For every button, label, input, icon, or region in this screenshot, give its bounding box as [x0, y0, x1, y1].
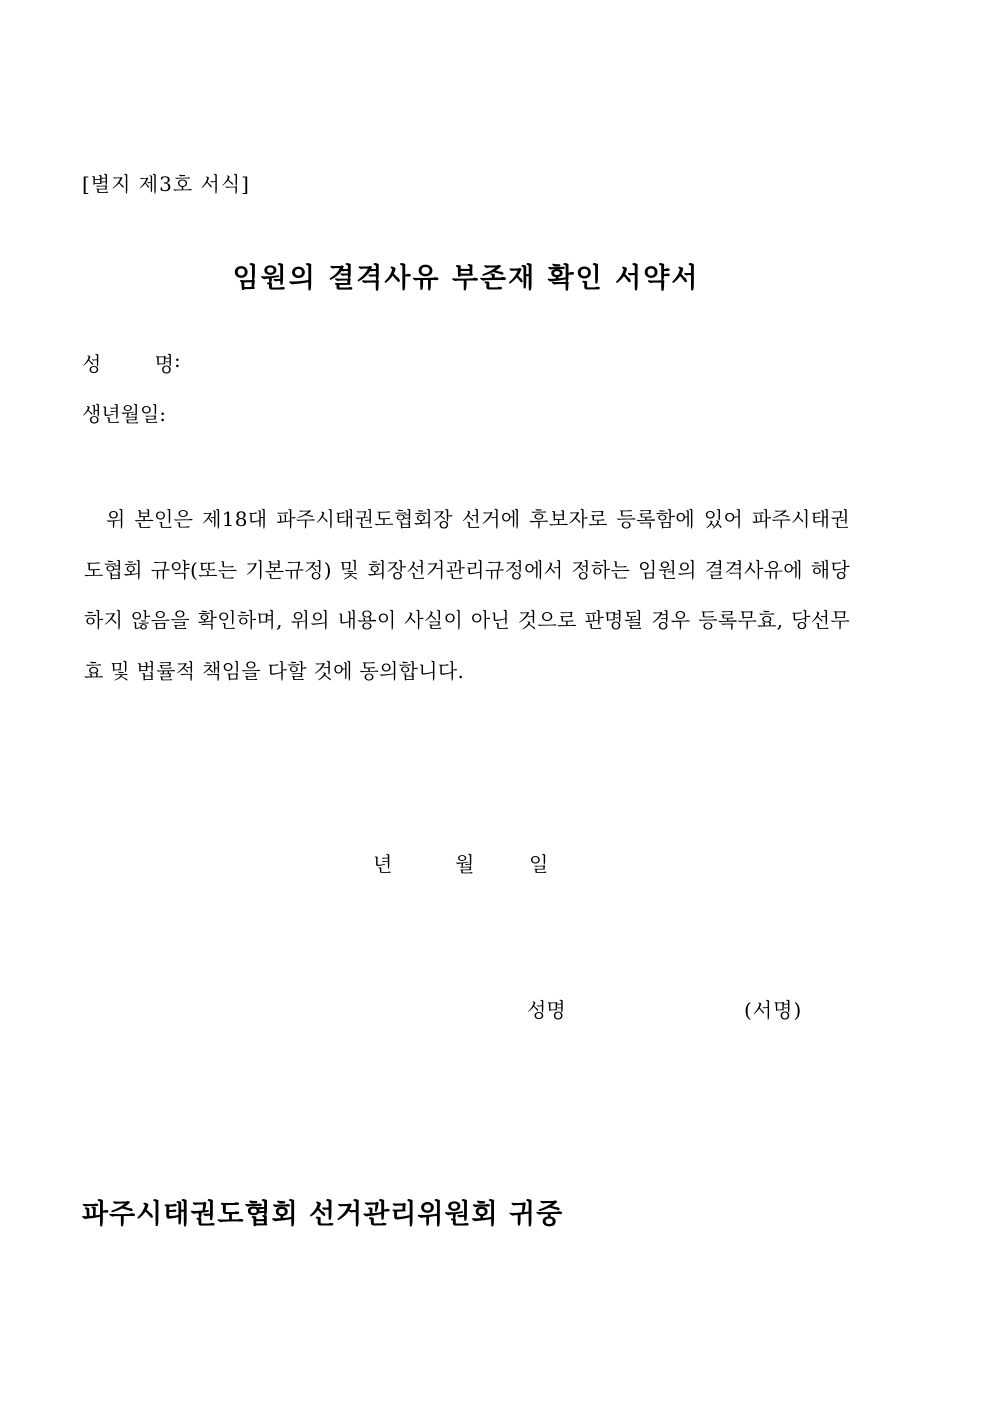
birthdate-field — [82, 398, 166, 427]
name-field-label: 성 명 — [82, 352, 174, 376]
date-line — [373, 848, 548, 877]
date-month-label: 월 — [455, 852, 475, 876]
document-title: 임원의 결격사유 부존재 확인 서약서 — [232, 263, 700, 294]
signature-name-label: 성명 — [527, 998, 566, 1022]
name-field-colon: : — [174, 348, 181, 372]
name-field — [82, 348, 181, 377]
date-day-label: 일 — [529, 852, 549, 876]
addressee-line: 파주시태권도협회 선거관리위원회 귀중 — [82, 1199, 564, 1230]
date-year-label: 년 — [373, 852, 393, 876]
birthdate-field-label: 생년월일: — [82, 402, 167, 426]
pledge-paragraph: 위 본인은 제18대 파주시태권도협회장 선거에 후보자로 등록함에 있어 파주시태권도협회 규약(또는 기본규정) 및 회장선거관리규정에서 정하는 임원의 결격사유에 해당하지 않음을 확인하며, 위의 내용이 사실이 아닌 것으로 판명될 경우 등록무효, 당선무효 및 법률적 책임을 다할 것에 동의합니다. — [84, 507, 850, 683]
signature-mark-label: (서명) — [744, 998, 803, 1022]
form-number-label: [별지 제3호 서식] — [82, 172, 250, 196]
